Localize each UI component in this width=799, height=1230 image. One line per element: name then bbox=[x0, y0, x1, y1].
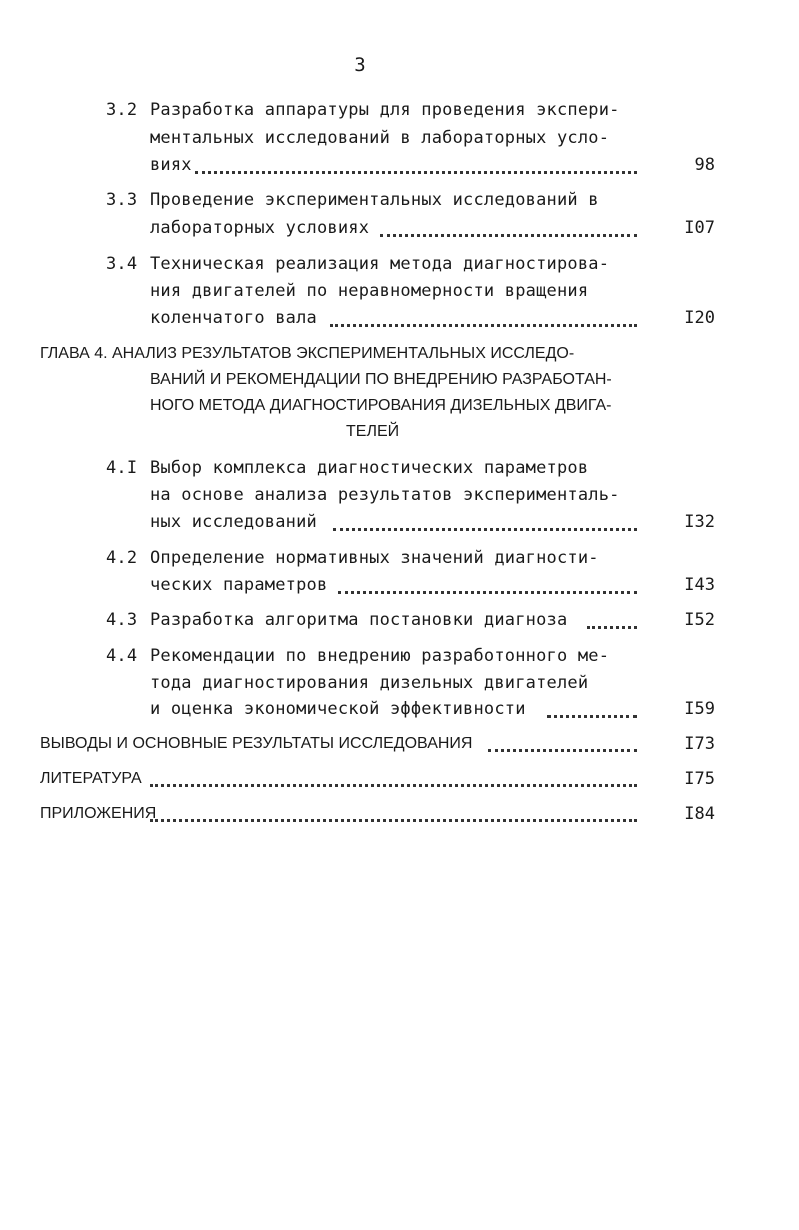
page-ref: I07 bbox=[684, 218, 715, 238]
toc-entry-line: коленчатого вала bbox=[150, 308, 317, 328]
toc-entry-line: ных исследований bbox=[150, 512, 317, 532]
toc-entry-line: на основе анализа результатов эксперименталь- bbox=[150, 485, 620, 505]
toc-entry-line: Рекомендации по внедрению разработонного ме- bbox=[150, 646, 610, 666]
dot-leader bbox=[150, 773, 637, 787]
dot-leader bbox=[587, 615, 637, 629]
section-number: 4.I bbox=[106, 458, 138, 478]
toc-entry-line: Определение нормативных значений диагности- bbox=[150, 548, 599, 568]
page-ref: I32 bbox=[684, 512, 715, 532]
chapter-line: ВАНИЙ И РЕКОМЕНДАЦИИ ПО ВНЕДРЕНИЮ РАЗРАБОТАН- bbox=[150, 371, 612, 388]
toc-entry-line: Разработка аппаратуры для проведения экспери- bbox=[150, 100, 620, 120]
dot-leader bbox=[150, 808, 637, 822]
toc-entry-line: лабораторных условиях bbox=[150, 218, 370, 238]
page-ref: 98 bbox=[694, 155, 715, 175]
toc-entry-title: ВЫВОДЫ И ОСНОВНЫЕ РЕЗУЛЬТАТЫ ИССЛЕДОВАНИЯ bbox=[40, 735, 473, 752]
dot-leader bbox=[488, 738, 637, 752]
dot-leader bbox=[338, 580, 637, 594]
dot-leader bbox=[547, 704, 637, 718]
toc-entry-title: ЛИТЕРАТУРА bbox=[40, 770, 142, 787]
dot-leader bbox=[330, 313, 637, 327]
dot-leader bbox=[333, 517, 637, 531]
page-ref: I43 bbox=[684, 575, 715, 595]
page-ref: I20 bbox=[684, 308, 715, 328]
toc-entry-title: ПРИЛОЖЕНИЯ bbox=[40, 805, 157, 822]
toc-entry-line: Выбор комплекса диагностических параметров bbox=[150, 458, 589, 478]
section-number: 4.4 bbox=[106, 646, 138, 666]
section-number: 4.2 bbox=[106, 548, 138, 568]
toc-entry-line: Проведение экспериментальных исследований в bbox=[150, 190, 599, 210]
chapter-line: ГЛАВА 4. АНАЛИЗ РЕЗУЛЬТАТОВ ЭКСПЕРИМЕНТАЛЬНЫХ ИССЛЕДО- bbox=[40, 345, 575, 362]
dot-leader bbox=[380, 223, 637, 237]
toc-entry-line: ческих параметров bbox=[150, 575, 328, 595]
toc-entry-line: Техническая реализация метода диагностирова- bbox=[150, 254, 610, 274]
dot-leader bbox=[195, 160, 637, 174]
toc-entry-line: ментальных исследований в лабораторных усло- bbox=[150, 128, 610, 148]
page-ref: I84 bbox=[684, 804, 715, 824]
section-number: 3.3 bbox=[106, 190, 138, 210]
page-ref: I52 bbox=[684, 610, 715, 630]
toc-entry-line: виях bbox=[150, 155, 192, 175]
chapter-line: ТЕЛЕЙ bbox=[346, 423, 400, 440]
section-number: 4.3 bbox=[106, 610, 138, 630]
page-ref: I73 bbox=[684, 734, 715, 754]
page-ref: I75 bbox=[684, 769, 715, 789]
toc-entry-line: и оценка экономической эффективности bbox=[150, 699, 526, 719]
chapter-line: НОГО МЕТОДА ДИАГНОСТИРОВАНИЯ ДИЗЕЛЬНЫХ ДВИГА- bbox=[150, 397, 612, 414]
toc-entry-line: тода диагностирования дизельных двигателей bbox=[150, 673, 589, 693]
section-number: 3.2 bbox=[106, 100, 138, 120]
section-number: 3.4 bbox=[106, 254, 138, 274]
page-ref: I59 bbox=[684, 699, 715, 719]
toc-entry-line: Разработка алгоритма постановки диагноза bbox=[150, 610, 568, 630]
toc-entry-line: ния двигателей по неравномерности вращения bbox=[150, 281, 589, 301]
page-number: 3 bbox=[354, 54, 366, 76]
